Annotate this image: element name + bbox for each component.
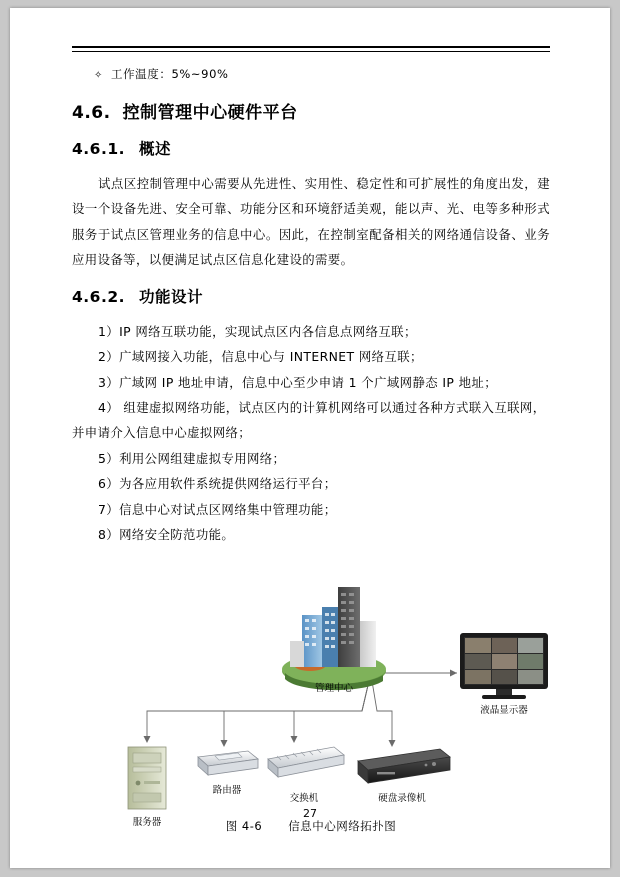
label-lcd-display: 液晶显示器 [480, 705, 528, 717]
header-rule [72, 46, 550, 52]
bullet-text: 工作温度：5%~90% [110, 67, 229, 81]
section-number: 4.6. [72, 103, 111, 123]
label-switch: 交换机 [289, 793, 319, 805]
label-router: 路由器 [212, 785, 242, 797]
list-item: 3）广域网 IP 地址申请，信息中心至少申请 1 个广域网静态 IP 地址； [98, 374, 498, 390]
overview-paragraph: 试点区控制管理中心需要从先进性、实用性、稳定性和可扩展性的角度出发，建设一个设备先进、安全可靠、功能分区和环境舒适美观，能以声、光、电等多种形式服务于试点区管理业务的信息中心。因此，在控制室配备相关的网络通信设备、业务应用设备等，以便满足试点区信息化建设的需要。 [72, 176, 550, 268]
subsection-title-2: 功能设计 [139, 287, 204, 306]
label-dvr: 硬盘录像机 [378, 793, 426, 805]
list-item: 4） 组建虚拟网络功能，试点区内的计算机网络可以通过各种方式联入互联网，并申请介入信息中心虚拟网络； [72, 399, 546, 441]
list-item: 5）利用公网组建虚拟专用网络； [98, 450, 286, 466]
section-heading [72, 98, 550, 123]
page-content [72, 46, 550, 834]
list-item: 8）网络安全防范功能。 [98, 527, 235, 543]
diamond-bullet-icon: ✧ [94, 70, 103, 81]
figure-caption-number: 图 4-6 [225, 819, 263, 834]
list-item: 7）信息中心对试点区网络集中管理功能； [98, 501, 337, 517]
bullet-working-temperature [94, 66, 550, 82]
figure-caption-text: 信息中心网络拓扑图 [288, 819, 397, 834]
list-item: 1）IP 网络互联功能，实现试点区内各信息点网络互联； [98, 323, 417, 339]
section-title: 控制管理中心硬件平台 [122, 103, 298, 123]
label-management-center: 管理中心 [314, 683, 354, 695]
label-server: 服务器 [132, 817, 162, 829]
document-page [10, 8, 610, 868]
list-item: 6）为各应用软件系统提供网络运行平台； [98, 476, 337, 492]
subsection-number-2: 4.6.2. [72, 287, 126, 306]
subsection-heading-overview [72, 137, 550, 159]
subsection-title-1: 概述 [139, 140, 172, 158]
subsection-heading-function-design [72, 285, 550, 307]
subsection-number-1: 4.6.1. [72, 140, 126, 158]
list-item: 2）广域网接入功能，信息中心与 INTERNET 网络互联； [98, 349, 423, 365]
page-number: 27 [303, 807, 317, 820]
